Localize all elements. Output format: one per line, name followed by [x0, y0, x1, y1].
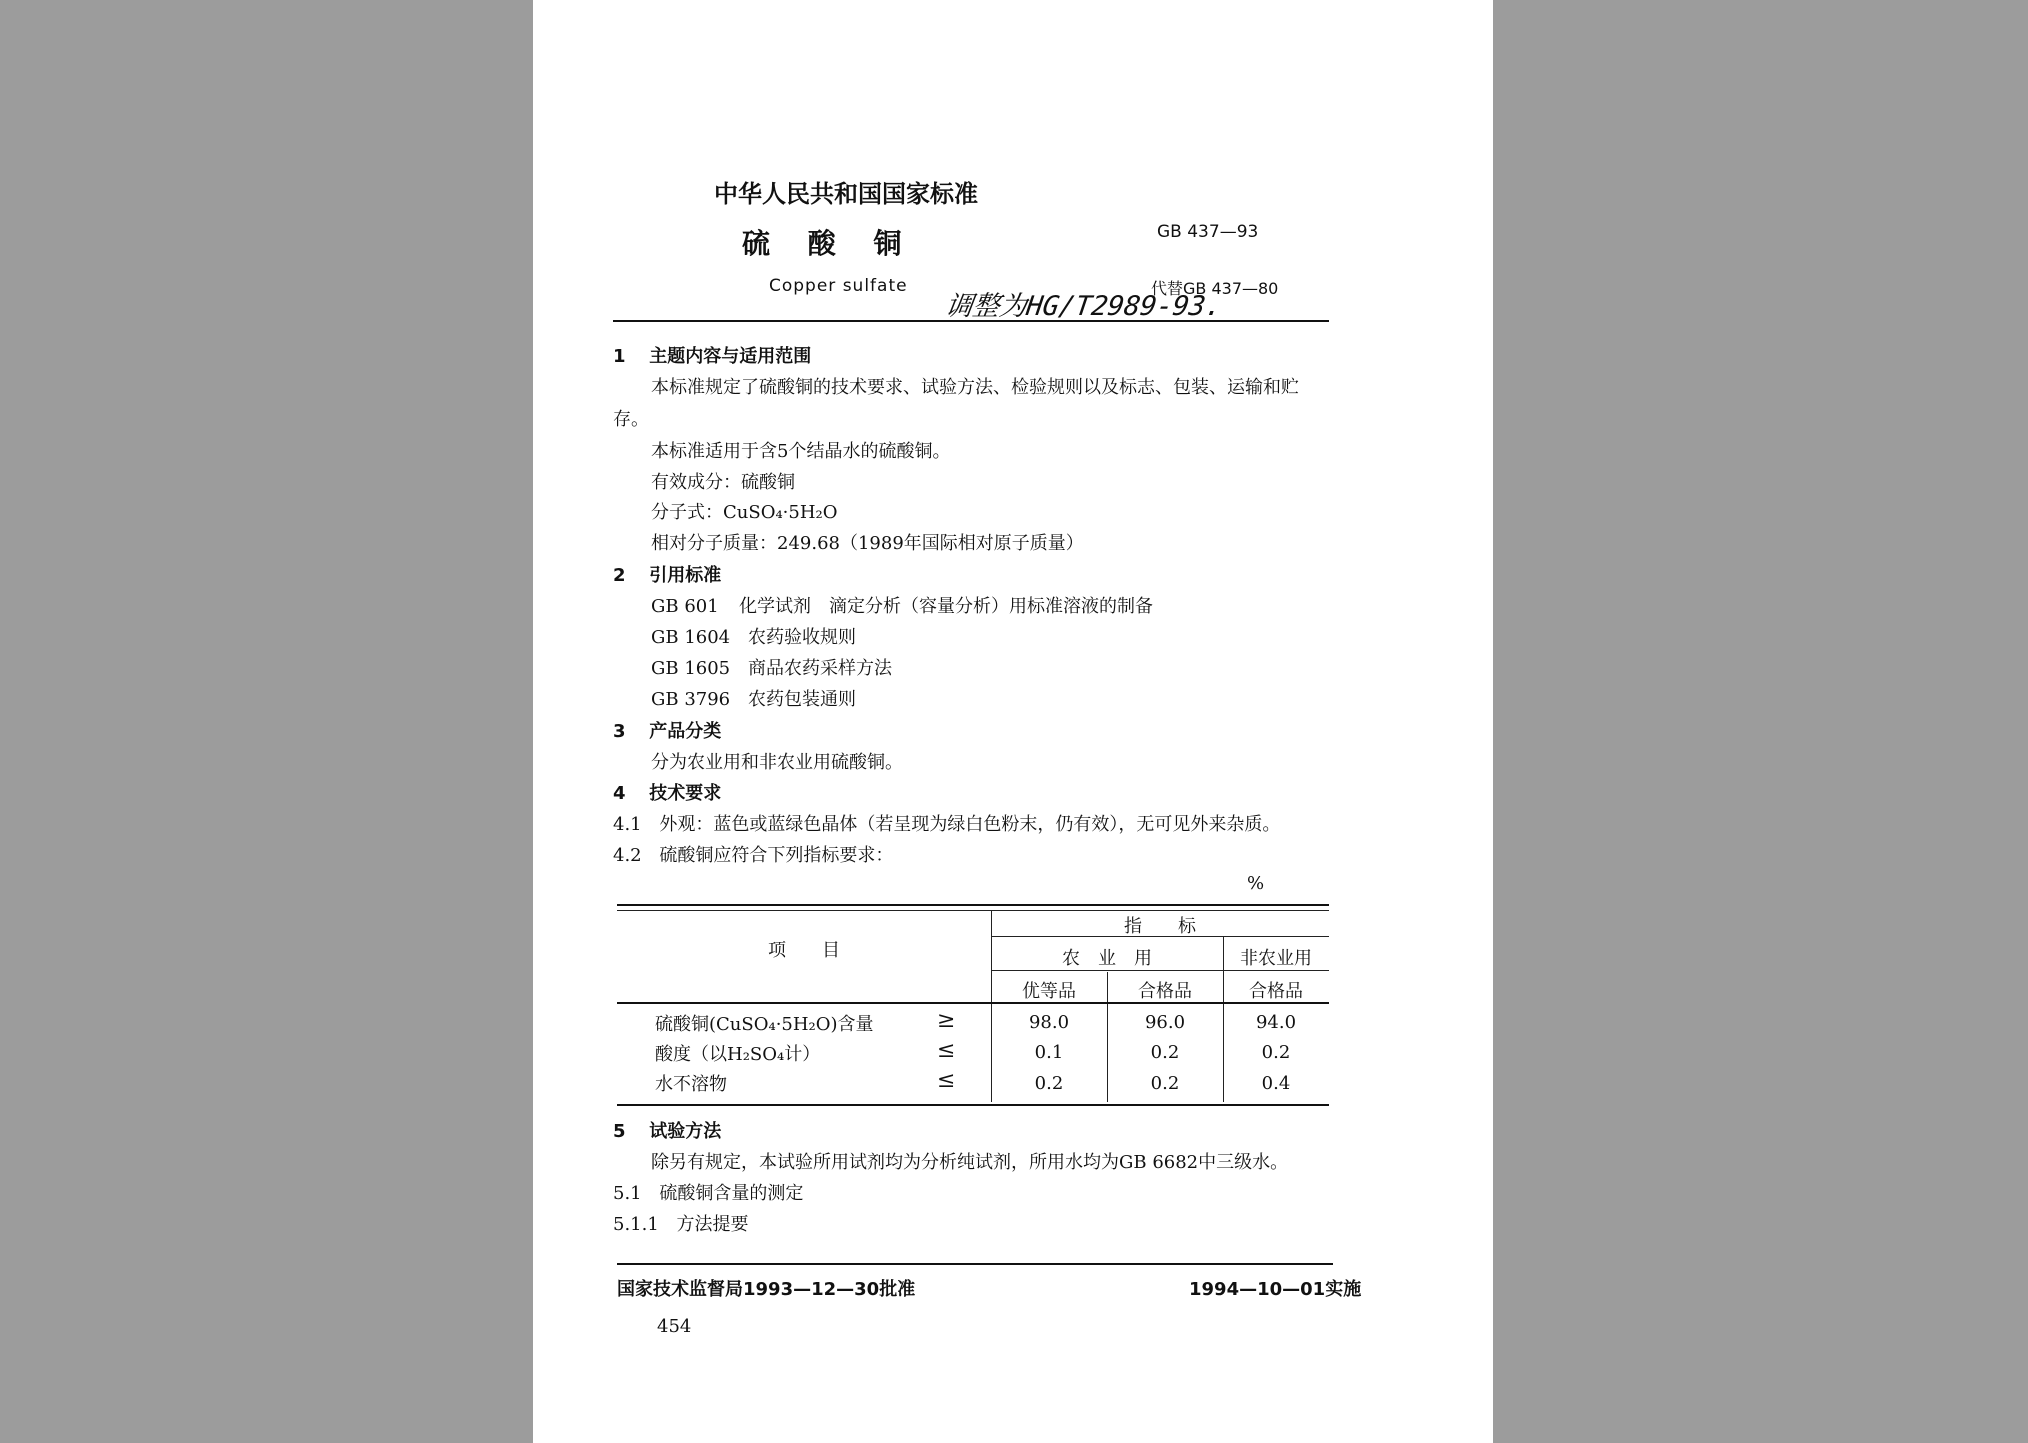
table-top-rule: [617, 904, 1329, 906]
clause-number: 4.2: [613, 845, 642, 866]
column-header-qualified-non-agri: 合格品: [1249, 981, 1303, 1002]
table-row-name: 硫酸铜(CuSO₄·5H₂O)含量: [655, 1014, 874, 1035]
reference-item: [651, 623, 856, 649]
paragraph: 分为农业用和非农业用硫酸铜。: [651, 752, 903, 773]
paragraph: 存。: [613, 409, 649, 430]
table-row-operator: ≤: [937, 1038, 956, 1063]
document-title-en: Copper sulfate: [769, 276, 908, 296]
table-bottom-rule: [617, 1104, 1329, 1106]
clause-5-1-1: [613, 1210, 749, 1236]
table-cell: 96.0: [1144, 1012, 1186, 1033]
section-5-heading: [613, 1117, 721, 1143]
section-2-heading: [613, 561, 721, 587]
paragraph: 本标准规定了硫酸铜的技术要求、试验方法、检验规则以及标志、包装、运输和贮: [651, 377, 1299, 398]
clause-text: 硫酸铜含量的测定: [659, 1183, 804, 1204]
unit-label: %: [1247, 873, 1265, 894]
clause-number: 4.1: [613, 814, 642, 835]
effective-date: 1994—10—01实施: [1189, 1279, 1362, 1300]
section-number: 2: [613, 565, 626, 586]
column-header-index: 指 标: [1124, 916, 1196, 937]
table-cell: 0.2: [1150, 1042, 1180, 1063]
section-4-heading: [613, 779, 721, 805]
section-title: 主题内容与适用范围: [649, 346, 812, 367]
reference-name: 化学试剂 滴定分析（容量分析）用标准溶液的制备: [739, 596, 1153, 617]
clause-text: 外观：蓝色或蓝绿色晶体（若呈现为绿白色粉末，仍有效），无可见外来杂质。: [659, 814, 1281, 835]
national-standard-title: 中华人民共和国国家标准: [714, 180, 978, 208]
paragraph: 本标准适用于含5个结晶水的硫酸铜。: [651, 441, 951, 462]
document-title-cn: 硫 酸 铜: [742, 227, 916, 260]
section-number: 1: [613, 346, 626, 367]
paragraph: 有效成分：硫酸铜: [651, 472, 795, 493]
standard-code: GB 437—93: [1157, 222, 1259, 242]
section-title: 产品分类: [649, 721, 722, 742]
table-rule: [991, 970, 1329, 971]
section-3-heading: [613, 717, 721, 743]
reference-name: 商品农药采样方法: [748, 658, 892, 679]
reference-item: [651, 685, 856, 711]
table-cell: 0.2: [1034, 1073, 1064, 1094]
table-cell: 94.0: [1255, 1012, 1297, 1033]
table-cell: 98.0: [1028, 1012, 1070, 1033]
clause-4-2: [613, 841, 893, 867]
section-title: 引用标准: [649, 565, 722, 586]
page-number: 454: [657, 1316, 692, 1337]
table-row-operator: ≥: [937, 1008, 956, 1033]
reference-code: GB 1605: [651, 658, 731, 679]
clause-text: 硫酸铜应符合下列指标要求：: [659, 845, 894, 866]
reference-code: GB 1604: [651, 627, 731, 648]
reference-name: 农药包装通则: [748, 689, 856, 710]
table-cell: 0.2: [1261, 1042, 1291, 1063]
paragraph: 除另有规定，本试验所用试剂均为分析纯试剂，所用水均为GB 6682中三级水。: [651, 1152, 1289, 1173]
approval-info: 国家技术监督局1993—12—30批准: [617, 1279, 916, 1300]
section-number: 4: [613, 783, 626, 804]
clause-text: 方法提要: [676, 1214, 749, 1235]
table-row-operator: ≤: [937, 1068, 956, 1093]
table-row-name: 酸度（以H₂SO₄计）: [655, 1044, 821, 1065]
footer-rule: [617, 1263, 1333, 1265]
reference-name: 农药验收规则: [748, 627, 856, 648]
reference-item: [651, 592, 1153, 618]
column-header-agricultural: 农 业 用: [1062, 948, 1152, 969]
molecular-formula: 分子式：CuSO₄·5H₂O: [651, 502, 838, 523]
table-cell: 0.4: [1261, 1073, 1291, 1094]
column-header-item: 项 目: [768, 940, 840, 961]
table-top-rule-inner: [617, 910, 1329, 911]
clause-number: 5.1.1: [613, 1214, 659, 1235]
molecular-mass: 相对分子质量：249.68（1989年国际相对原子质量）: [651, 533, 1084, 554]
clause-4-1: [613, 810, 1280, 836]
reference-item: [651, 654, 892, 680]
section-title: 技术要求: [649, 783, 722, 804]
table-cell: 0.1: [1034, 1042, 1064, 1063]
column-header-non-agricultural: 非农业用: [1240, 948, 1312, 969]
handwritten-note: 调整为HG/T2989-93.: [943, 291, 1224, 322]
column-header-premium: 优等品: [1022, 981, 1076, 1002]
column-header-qualified: 合格品: [1138, 981, 1192, 1002]
clause-5-1: [613, 1179, 803, 1205]
section-number: 5: [613, 1121, 626, 1142]
section-title: 试验方法: [649, 1121, 722, 1142]
table-row-name: 水不溶物: [655, 1074, 727, 1095]
section-1-heading: [613, 342, 811, 368]
replaces-standard: 代替GB 437—80: [1151, 279, 1279, 298]
reference-code: GB 3796: [651, 689, 731, 710]
clause-number: 5.1: [613, 1183, 642, 1204]
table-cell: 0.2: [1150, 1073, 1180, 1094]
document-page: [533, 0, 1493, 1443]
section-number: 3: [613, 721, 626, 742]
header-rule: [613, 320, 1329, 322]
reference-code: GB 601: [651, 596, 719, 617]
